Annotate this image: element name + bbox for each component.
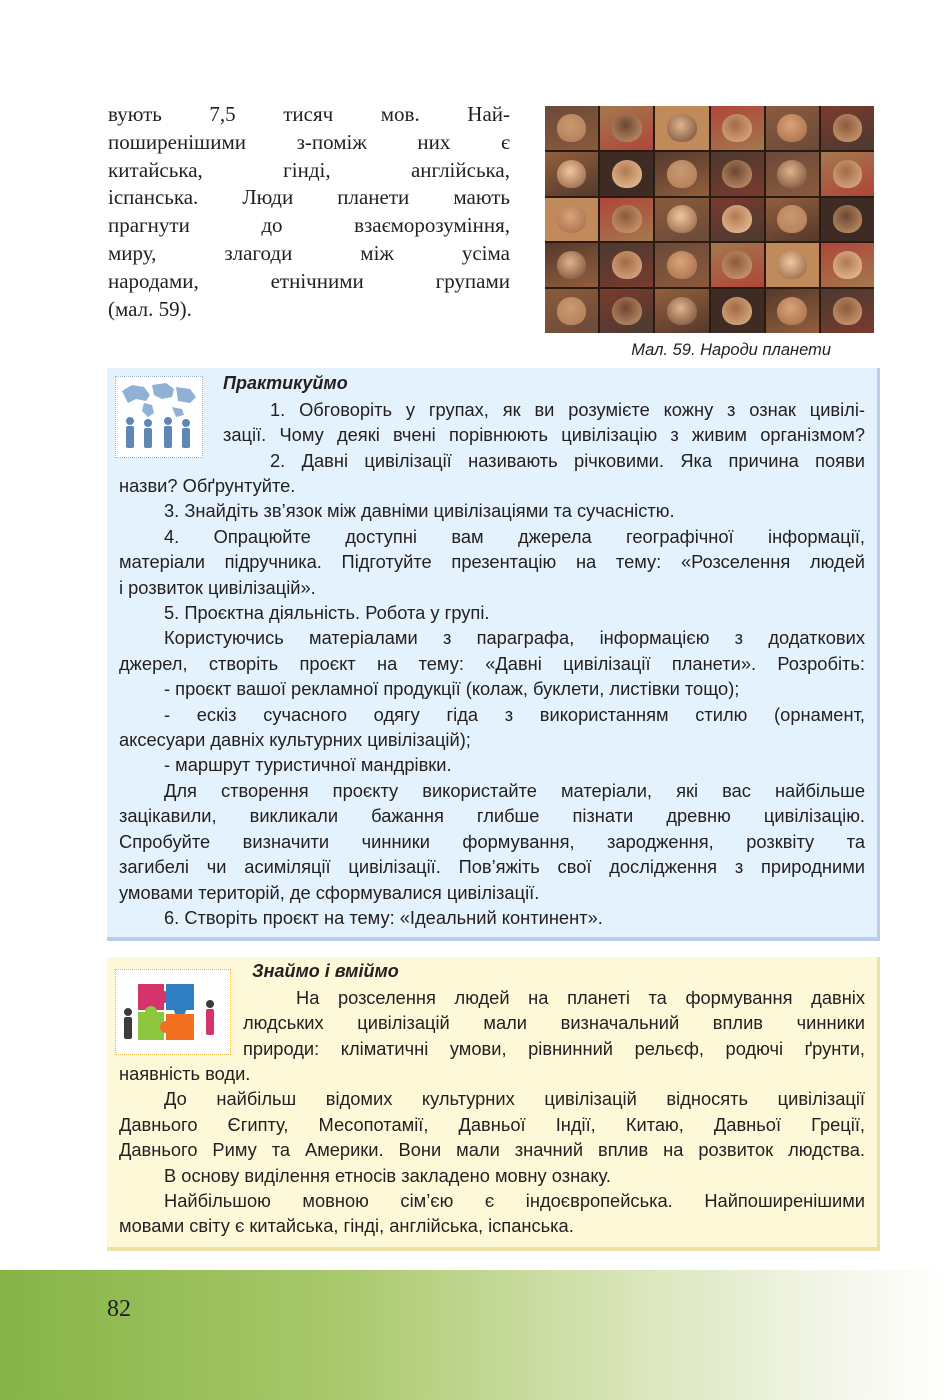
photo-tile	[655, 106, 708, 150]
intro-line: миру, злагоди між усіма	[108, 240, 510, 265]
photo-tile	[655, 198, 708, 242]
practice-line: - проєкт вашої рекламної продукції (колаж, буклети, листівки тощо);	[164, 678, 740, 700]
intro-paragraph	[108, 101, 510, 323]
photo-tile	[545, 106, 598, 150]
face	[612, 160, 642, 188]
photo-tile	[545, 198, 598, 242]
face	[833, 297, 863, 325]
face	[777, 114, 807, 142]
practice-line: умовами територій, де сформувалися цивілізації.	[119, 881, 540, 903]
photo-tile	[821, 243, 874, 287]
face	[777, 251, 807, 279]
know-title: Знаймо і вміймо	[252, 961, 399, 981]
know-line: людських цивілізацій мали визначальний вплив чинники	[243, 1012, 865, 1034]
photo-tile	[655, 243, 708, 287]
photo-tile	[766, 198, 819, 242]
intro-line: вують 7,5 тисяч мов. Най-	[108, 102, 510, 126]
photo-tile	[600, 198, 653, 242]
photo-tile	[545, 289, 598, 333]
practice-text	[119, 473, 865, 930]
face	[722, 160, 752, 188]
face	[557, 114, 587, 142]
photo-tile	[766, 152, 819, 196]
face	[667, 297, 697, 325]
practice-line: 1. Обговоріть у групах, як ви розумієте кожну з ознак цивілі-	[270, 399, 865, 420]
photo-tile	[600, 106, 653, 150]
face	[833, 251, 863, 279]
face	[667, 160, 697, 188]
photo-tile	[711, 198, 764, 242]
intro-line: народами, етнічними групами	[108, 268, 510, 293]
practice-line: джерел, створіть проєкт на тему: «Давні цивілізації планети». Розробіть:	[119, 652, 865, 674]
face	[722, 297, 752, 325]
peoples-photo	[545, 106, 874, 333]
practice-line: 5. Проєктна діяльність. Робота у групі.	[164, 602, 490, 624]
photo-tile	[655, 152, 708, 196]
photo-tile	[711, 152, 764, 196]
face	[722, 205, 752, 233]
know-line: наявність води.	[119, 1063, 251, 1084]
figure-caption: Мал. 59. Народи планети	[631, 341, 831, 359]
practice-line: - маршрут туристичної мандрівки.	[164, 754, 452, 776]
know-line: Найбільшою мовною сім’єю є індоєвропейська. Найпоширенішими	[164, 1190, 865, 1212]
practice-title: Практикуймо	[223, 373, 348, 393]
practice-line: 6. Створіть проєкт на тему: «Ідеальний континент».	[164, 906, 603, 928]
practice-line: Для створення проєкту використайте матеріали, які вас найбільше	[164, 779, 865, 801]
photo-tile	[711, 243, 764, 287]
intro-line: китайська, гінді, англійська,	[108, 157, 510, 182]
photo-tile	[655, 289, 708, 333]
face	[777, 297, 807, 325]
face	[557, 205, 587, 233]
intro-line: (мал. 59).	[108, 296, 192, 321]
face	[833, 205, 863, 233]
know-text-wrapped	[243, 985, 865, 1061]
intro-line: поширенішими з-поміж них є	[108, 129, 510, 154]
face	[722, 251, 752, 279]
face	[667, 251, 697, 279]
photo-tile	[766, 289, 819, 333]
face	[667, 114, 697, 142]
photo-tile	[821, 198, 874, 242]
face	[557, 297, 587, 325]
face	[612, 114, 642, 142]
photo-tile	[821, 152, 874, 196]
practice-line: Користуючись матеріалами з параграфа, інформацією з додаткових	[164, 627, 865, 649]
face	[667, 205, 697, 233]
face	[722, 114, 752, 142]
face	[833, 114, 863, 142]
know-line: На розселення людей на планеті та формування давніх	[296, 987, 865, 1008]
practice-line: аксесуари давніх культурних цивілізацій);	[119, 729, 471, 751]
photo-tile	[545, 243, 598, 287]
practice-line: Спробуйте визначити чинники формування, зародження, розквіту та	[119, 830, 865, 852]
practice-line: зації. Чому деякі вчені порівнюють цивілізацію з живим організмом?	[223, 424, 865, 446]
face	[612, 205, 642, 233]
photo-tile	[766, 106, 819, 150]
photo-tile	[711, 289, 764, 333]
know-text	[119, 1061, 865, 1239]
practice-line: - ескіз сучасного одягу гіда з використанням стилю (орнамент,	[164, 703, 865, 725]
photo-tile	[821, 289, 874, 333]
world-map-people-icon	[115, 376, 203, 458]
photo-tile	[600, 289, 653, 333]
face	[612, 251, 642, 279]
practice-line: і розвиток цивілізацій».	[119, 576, 316, 598]
face	[612, 297, 642, 325]
practice-box	[107, 368, 880, 941]
know-line: Давнього Єгипту, Месопотамії, Давньої Індії, Китаю, Давньої Греції,	[119, 1113, 865, 1135]
know-line: природи: кліматичні умови, рівнинний рельєф, родючі ґрунти,	[243, 1037, 865, 1059]
know-line: До найбільш відомих культурних цивілізацій відносять цивілізації	[164, 1088, 865, 1110]
photo-tile	[545, 152, 598, 196]
intro-line: прагнути до взаєморозуміння,	[108, 213, 510, 238]
practice-line: зацікавили, викликали бажання глибше пізнати древню цивілізацію.	[119, 805, 865, 827]
intro-line: іспанська. Люди планети мають	[108, 185, 510, 210]
page-footer-band	[0, 1270, 952, 1400]
practice-line: загибелі чи асиміляції цивілізації. Пов’яжіть свої дослідження з природними	[119, 856, 865, 878]
photo-tile	[600, 152, 653, 196]
know-line: мовами світу є китайська, гінді, англійська, іспанська.	[119, 1215, 574, 1237]
practice-line: 2. Давні цивілізації називають річковими. Яка причина появи	[270, 449, 865, 471]
practice-line: матеріали підручника. Підготуйте презентацію на тему: «Розселення людей	[119, 551, 865, 573]
face	[557, 160, 587, 188]
photo-tile	[766, 243, 819, 287]
practice-line: 3. Знайдіть зв’язок між давніми цивілізаціями та сучасністю.	[164, 500, 675, 522]
know-line: Давнього Риму та Америки. Вони мали значний вплив на розвиток людства.	[119, 1139, 865, 1161]
face	[557, 251, 587, 279]
photo-tile	[711, 106, 764, 150]
practice-line: 4. Опрацюйте доступні вам джерела географічної інформації,	[164, 525, 865, 547]
photo-tile	[821, 106, 874, 150]
practice-line: назви? Обґрунтуйте.	[119, 475, 296, 496]
puzzle-people-icon	[115, 969, 231, 1055]
know-box	[107, 957, 880, 1251]
face	[777, 160, 807, 188]
page-number: 82	[107, 1296, 131, 1322]
face	[833, 160, 863, 188]
photo-tile	[600, 243, 653, 287]
practice-text-wrapped	[223, 397, 865, 473]
know-line: В основу виділення етносів закладено мовну ознаку.	[164, 1164, 611, 1186]
face	[777, 205, 807, 233]
